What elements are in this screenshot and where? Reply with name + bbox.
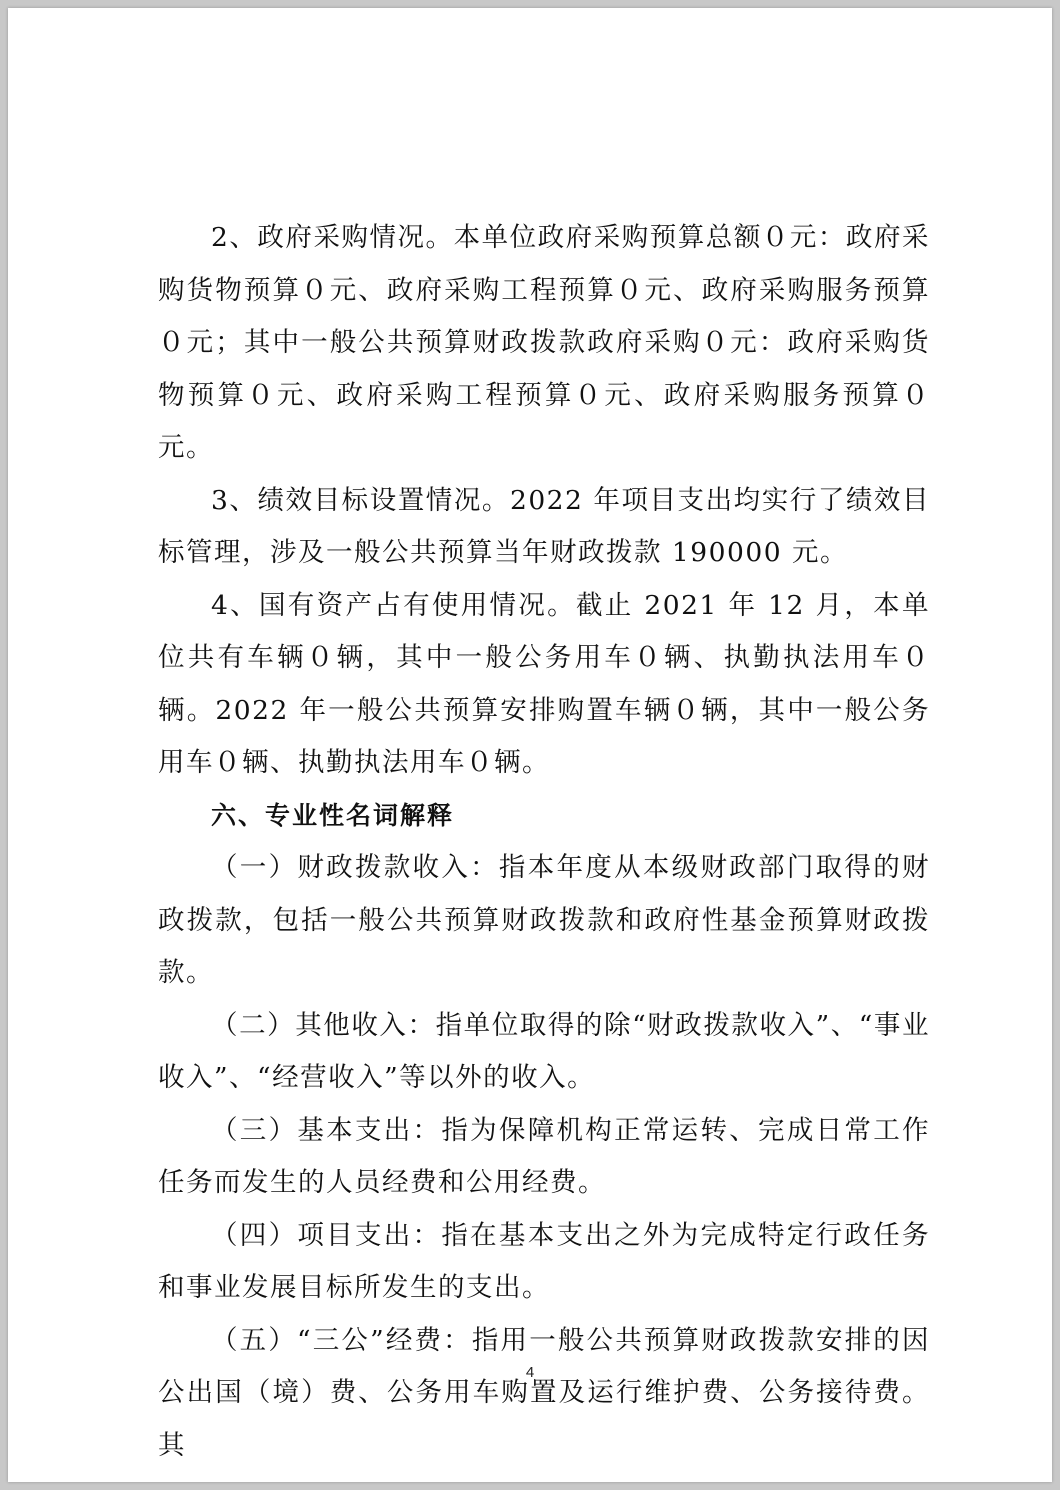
- paragraph-performance-targets: 3、绩效目标设置情况。2022 年项目支出均实行了绩效目标管理，涉及一般公共预算当年财政拨款 190000 元。: [158, 484, 930, 568]
- paragraph-glossary-other-income: （二）其他收入：指单位取得的除“财政拨款收入”、“事业收入”、“经营收入”等以外的收入。: [158, 1009, 930, 1093]
- paragraph-glossary-fiscal-allocation: （一）财政拨款收入：指本年度从本级财政部门取得的财政拨款，包括一般公共预算财政拨款和政府性基金预算财政拨款。: [158, 852, 930, 988]
- document-body: [158, 212, 930, 1472]
- paragraph-procurement: 2、政府采购情况。本单位政府采购预算总额０元：政府采购货物预算０元、政府采购工程预算０元、政府采购服务预算０元；其中一般公共预算财政拨款政府采购０元：政府采购货物预算０元、政府采购工程预算０元、政府采购服务预算０元。: [158, 222, 930, 463]
- paragraph-state-assets: 4、国有资产占有使用情况。截止 2021 年 12 月，本单位共有车辆０辆，其中一般公务用车０辆、执勤执法用车０辆。2022 年一般公共预算安排购置车辆０辆，其中一般公务用车０辆、执勤执法用车０辆。: [158, 589, 930, 778]
- section-heading-glossary: 六、专业性名词解释: [211, 800, 455, 830]
- paragraph-glossary-basic-expenditure: （三）基本支出：指为保障机构正常运转、完成日常工作任务而发生的人员经费和公用经费。: [158, 1114, 930, 1198]
- document-page: [8, 8, 1052, 1482]
- page-number: 4: [525, 1364, 535, 1381]
- paragraph-glossary-project-expenditure: （四）项目支出：指在基本支出之外为完成特定行政任务和事业发展目标所发生的支出。: [158, 1219, 930, 1303]
- paragraph-glossary-three-public-expenses: （五）“三公”经费：指用一般公共预算财政拨款安排的因公出国（境）费、公务用车购置及运行维护费、公务接待费。其: [158, 1324, 930, 1461]
